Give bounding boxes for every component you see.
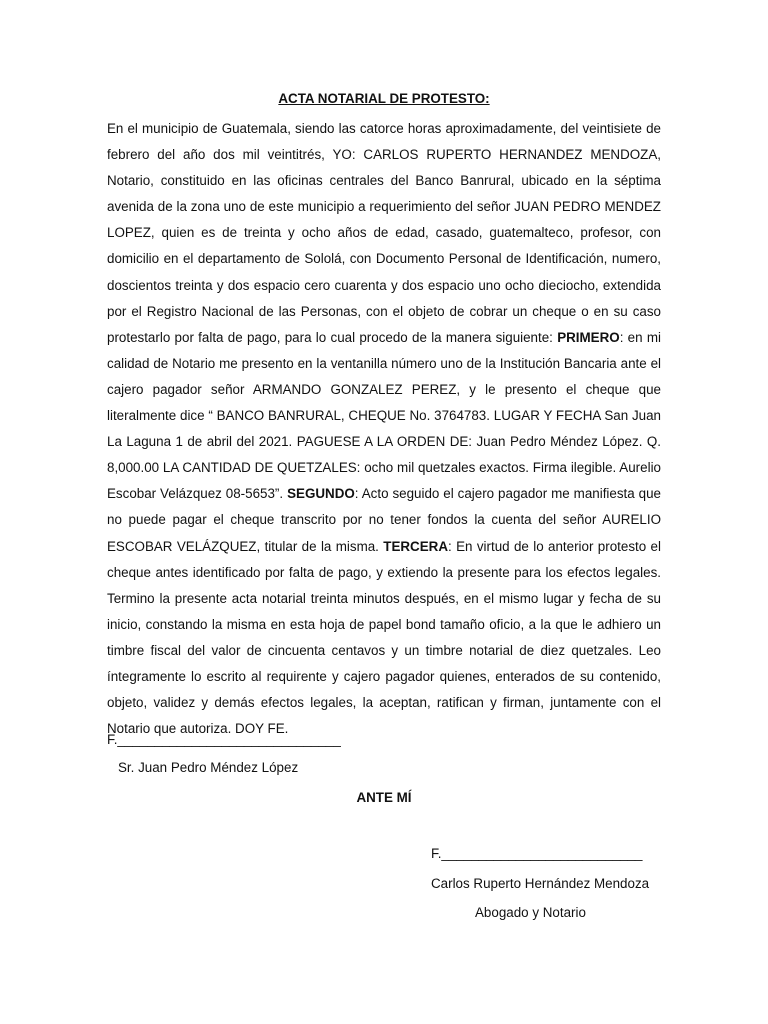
document-body bbox=[107, 116, 661, 742]
body-paragraph bbox=[107, 116, 661, 742]
notary-role: Abogado y Notario bbox=[475, 905, 586, 920]
tercera-label: TERCERA bbox=[383, 538, 448, 554]
requester-name: Sr. Juan Pedro Méndez López bbox=[118, 760, 299, 775]
notary-signature-line: F.___________________________ bbox=[431, 846, 643, 861]
segundo-label: SEGUNDO bbox=[287, 486, 355, 502]
primero-label: PRIMERO bbox=[557, 329, 620, 345]
requester-signature-line: F.______________________________ bbox=[107, 732, 341, 747]
intro-text: En el municipio de Guatemala, siendo las catorce horas aproximadamente, del veintisiete de febrero del año dos mil veintitrés, YO: CARLOS RUPERTO HERNANDEZ MENDOZA, Notario, constituido en las oficinas centrales del Banco Banrural, ubicado en la séptima avenida de la zona uno de este municipio a requerimiento del señor JUAN PEDRO MENDEZ LOPEZ, quien es de treinta y ocho años de edad, casado, guatemalteco, profesor, con domicilio en el departamento de Sololá, con Documento Personal de Identificación, numero, doscientos treinta y dos espacio cero cuarenta y dos espacio uno ocho dieciocho, extendida por el Registro Nacional de las Personas, con el objeto de cobrar un cheque o en su caso protestarlo por falta de pago, para lo cual procedo de la manera siguiente: bbox=[107, 121, 661, 345]
tercera-text: : En virtud de lo anterior protesto el cheque antes identificado por falta de pago, y extiendo la presente para los efectos legales. Termino la presente acta notarial treinta minutos después, en el mismo lugar y fecha de su inicio, constando la misma en esta hoja de papel bond tamaño oficio, a la que le adhiero un timbre fiscal del valor de cincuenta centavos y un timbre notarial de diez quetzales. Leo íntegramente lo escrito al requirente y cajero pagador quienes, enterados de su contenido, objeto, validez y demás efectos legales, la aceptan, ratifican y firman, juntamente con el Notario que autoriza. DOY FE. bbox=[107, 538, 661, 737]
document-title: ACTA NOTARIAL DE PROTESTO: bbox=[278, 91, 490, 106]
ante-mi-heading: ANTE MÍ bbox=[356, 790, 412, 805]
notary-name: Carlos Ruperto Hernández Mendoza bbox=[431, 876, 650, 891]
primero-text: : en mi calidad de Notario me presento en la ventanilla número uno de la Institución Bancaria ante el cajero pagador señor ARMANDO GONZALEZ PEREZ, y le presento el cheque que literalmente dice “ BANCO BANRURAL, CHEQUE No. 3764783. LUGAR Y FECHA San Juan La Laguna 1 de abril del 2021. PAGUESE A LA ORDEN DE: Juan Pedro Méndez López. Q. 8,000.00 LA CANTIDAD DE QUETZALES: ocho mil quetzales exactos. Firma ilegible. Aurelio Escobar Velázquez 08-5653”. bbox=[107, 329, 661, 502]
segundo-text: : Acto seguido el cajero pagador me manifiesta que no puede pagar el cheque transcrito por no tener fondos la cuenta del señor AURELIO ESCOBAR VELÁZQUEZ, titular de la misma. bbox=[107, 486, 661, 554]
